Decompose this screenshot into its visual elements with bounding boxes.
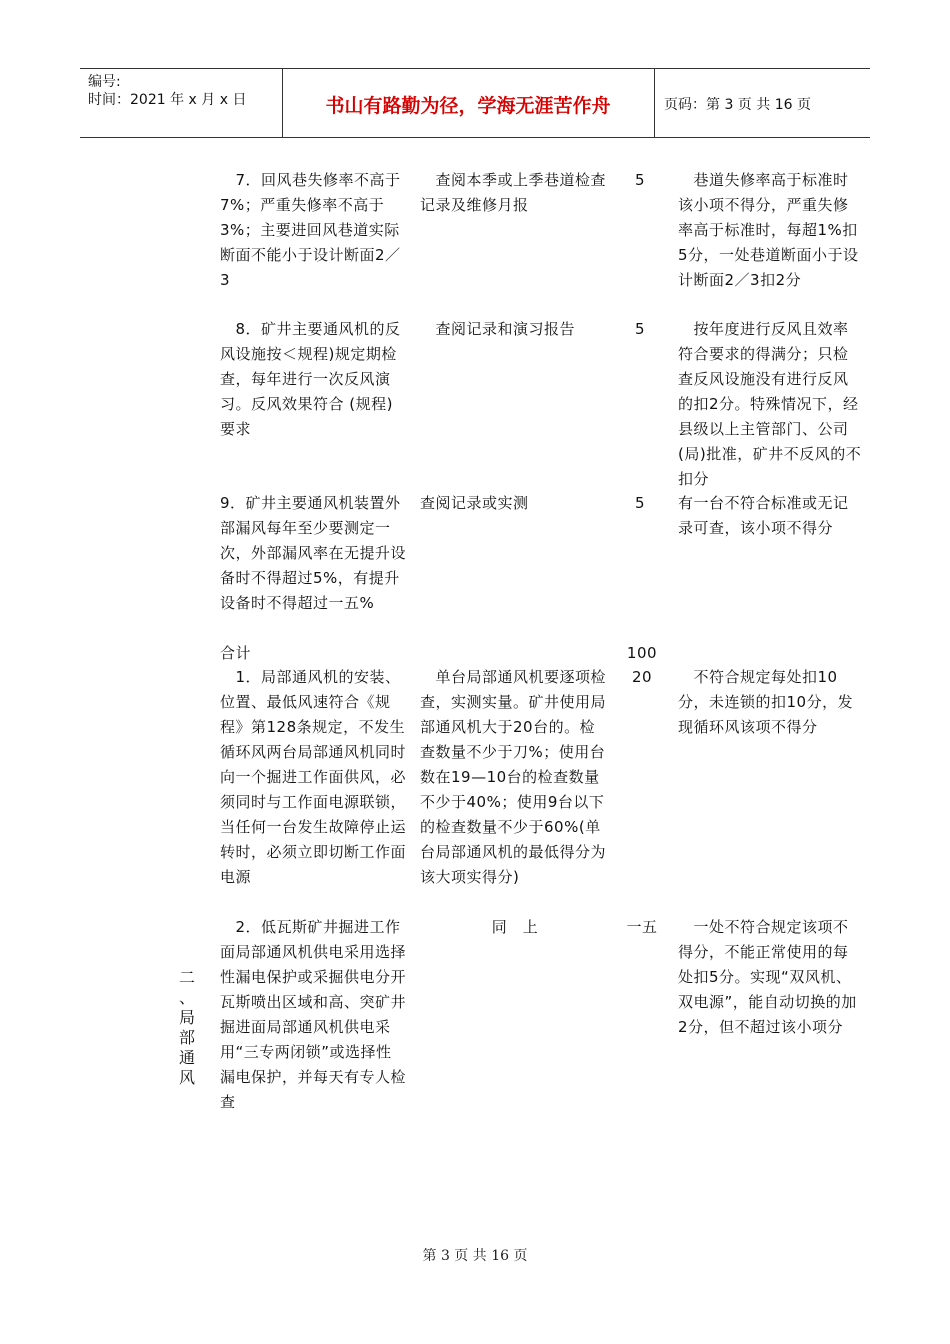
item-7-score: 5 [634,171,646,189]
motto: 书山有路勤为径，学海无涯苦作舟 [325,95,611,117]
section-label-char: 、 [178,988,195,1007]
section-label-char: 部 [178,1028,195,1047]
item-9-criteria: 有一台不符合标准或无记录可查，该小项不得分 [678,494,849,537]
item-7-method: 查阅本季或上季巷道检查记录及维修月报 [420,171,607,214]
number-label: 编号: [88,74,121,90]
page-footer: 第 3 页 共 16 页 [422,1248,528,1264]
local-item-1-criteria: 不符合规定每处扣10分，未连锁的扣10分，发现循环风该项不得分 [678,668,854,736]
local-item-1-text: 1．局部通风机的安装、位置、最低风速符合《规程》第128条规定，不发生循环风两台局部通风机同时向一个掘进工作面供风，必须同时与工作面电源联锁，当任何一台发生故障停止运转时，必须立即切断工作面电源 [220,668,407,886]
page-info: 页码：第 3 页 共 16 页 [664,97,811,113]
section-label-char: 通 [178,1048,195,1067]
section-label-char: 局 [178,1008,195,1027]
item-9-text: 9．矿井主要通风机装置外部漏风每年至少要测定一次，外部漏风率在无提升设备时不得超过5%，有提升设备时不得超过一五% [220,494,407,612]
local-item-2-score: 一五 [626,918,658,936]
header-motto-cell [282,69,655,137]
item-8-score: 5 [634,320,646,338]
item-9-method: 查阅记录或实测 [420,494,529,512]
header-meta-cell [80,69,283,137]
time-label: 时间：2021 年 x 月 x 日 [88,92,247,108]
item-7-criteria: 巷道失修率高于标准时该小项不得分，严重失修率高于标准时，每超1%扣5分，一处巷道断面小于设计断面2／3扣2分 [678,171,859,289]
page-header [80,68,870,138]
item-8-criteria: 按年度进行反风且效率符合要求的得满分；只检查反风设施没有进行反风的扣2分。特殊情况下，经县级以上主管部门、公司(局)批准，矿井不反风的不扣分 [678,320,862,488]
item-8-method: 查阅记录和演习报告 [420,320,576,338]
item-7-text: 7．回风巷失修率不高于7%；严重失修率不高于3%；主要进回风巷道实际断面不能小于设计断面2／3 [220,171,401,289]
local-item-1-method: 单台局部通风机要逐项检查，实测实量。矿井使用局部通风机大于20台的。检查数量不少于刀%；使用台数在19—10台的检查数量不少于40%；使用9台以下的检查数量不少于60%(单台局部通风机的最低得分为该大项实得分) [420,668,607,886]
total-score: 100 [626,644,658,662]
section-label-char: 风 [178,1068,195,1087]
header-page-cell [654,69,870,137]
local-item-2-method: 同 上 [491,918,539,936]
item-8-text: 8．矿井主要通风机的反风设施按＜规程)规定期检查，每年进行一次反风演习。反风效果符合 (规程)要求 [220,320,401,438]
item-9-score: 5 [634,494,646,512]
local-item-1-score: 20 [631,668,653,686]
local-item-2-criteria: 一处不符合规定该项不得分，不能正常使用的每处扣5分。实现“双风机、双电源”，能自动切换的加2分，但不超过该小项分 [678,918,857,1036]
section-label-local-ventilation [176,968,198,1088]
section-label-char: 二 [178,968,195,987]
total-label: 合计 [220,644,252,662]
local-item-2-text: 2．低瓦斯矿井掘进工作面局部通风机供电采用选择性漏电保护或采掘供电分开瓦斯喷出区域和高、突矿井掘进面局部通风机供电采用“三专两闭锁”或选择性漏电保护，并每天有专人检查 [220,918,407,1111]
